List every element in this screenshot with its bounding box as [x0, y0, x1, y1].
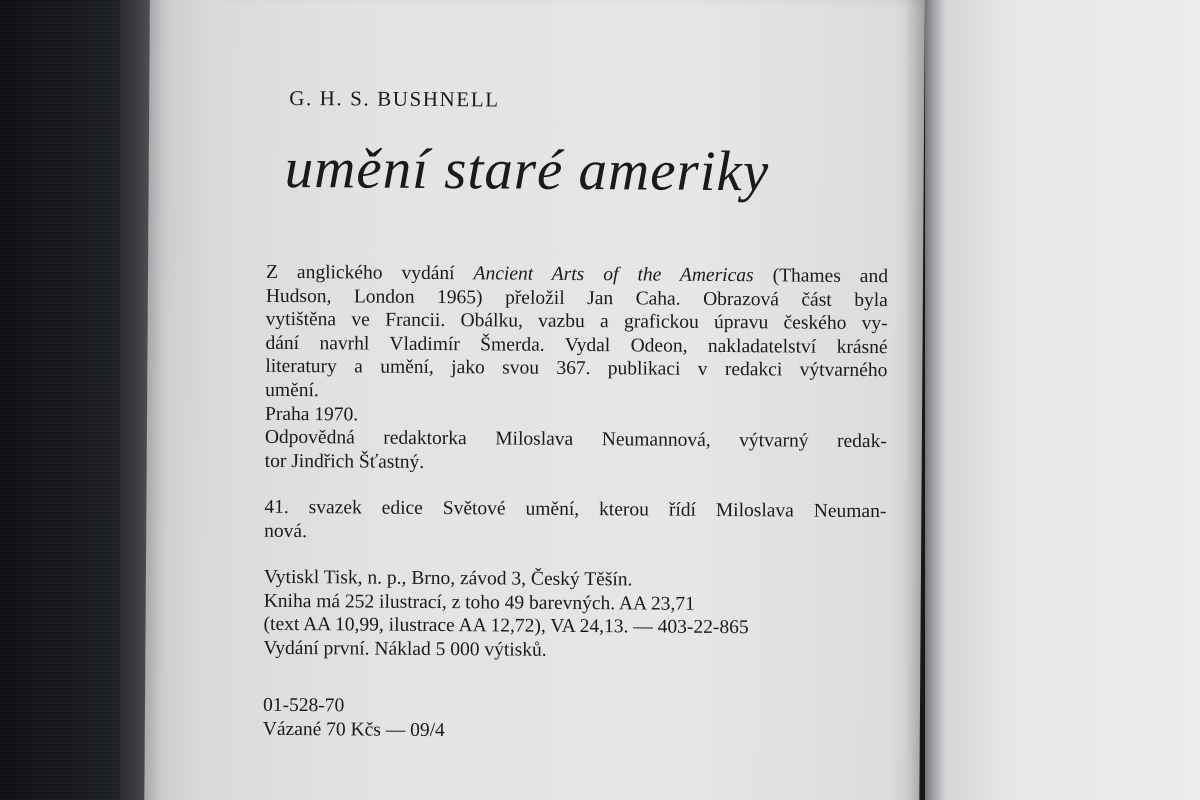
colophon-line: Odpovědná redaktorka Miloslava Neumannová, výtvarný redak-	[264, 426, 887, 453]
colophon-line: vytištěna ve Francii. Obálku, vazbu a grafickou úpravu českého vy-	[265, 309, 888, 335]
series-line: nová.	[264, 520, 308, 542]
code-line: 01-528-70	[262, 694, 345, 717]
series-line: 41. svazek edice Světové umění, kterou řídí Miloslava Neuman-	[264, 496, 887, 523]
printer-line: Vydání první. Náklad 5 000 výtisků.	[263, 637, 547, 661]
colophon-text: Z anglického vydání	[265, 261, 474, 285]
colophon-line: Hudson, London 1965) přeložil Jan Caha. Obrazová část byla	[265, 285, 888, 311]
printer-block	[263, 566, 886, 665]
printer-line: Kniha má 252 ilustrací, z toho 49 barevných. AA 23,71	[263, 590, 695, 615]
colophon-line: dání navrhl Vladimír Šmerda. Vydal Odeon, nakladatelství krásné	[265, 332, 888, 358]
original-title: Ancient Arts of the Americas	[473, 263, 754, 287]
facing-page	[925, 0, 1200, 800]
printer-line: Vytiskl Tisk, n. p., Brno, závod 3, Český Těšín.	[263, 566, 633, 591]
code-line: Vázané 70 Kčs — 09/4	[262, 718, 445, 741]
series-block	[264, 496, 886, 548]
codes-block	[263, 694, 563, 743]
colophon-line: umění.	[265, 379, 319, 402]
gutter-shadow	[905, 0, 945, 800]
colophon-text: (Thames and	[753, 265, 889, 288]
author-name: G. H. S. BUSHNELL	[289, 85, 500, 112]
colophon-line: tor Jindřich Šťastný.	[264, 450, 425, 473]
printer-line: (text AA 10,99, ilustrace AA 12,72), VA 24,13. — 403-22-865	[263, 613, 749, 639]
colophon-line: literatury a umění, jako svou 367. publikaci v redakci výtvarného	[265, 356, 888, 382]
book-title: umění staré ameriky	[284, 136, 770, 204]
colophon-block	[265, 261, 888, 478]
colophon-line: Praha 1970.	[264, 403, 359, 426]
title-page	[144, 0, 925, 800]
